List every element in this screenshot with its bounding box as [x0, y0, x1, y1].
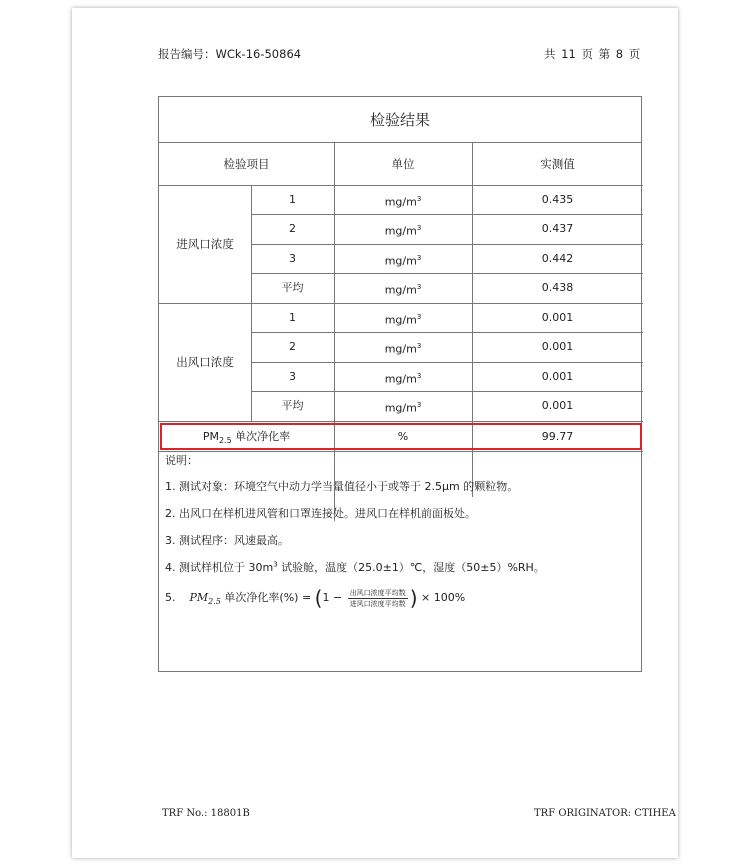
inlet-value: 0.435 [541, 193, 574, 206]
divider [159, 451, 643, 452]
pm-rate-unit: % [397, 430, 409, 443]
outlet-label: 出风口浓度 [176, 355, 234, 369]
inlet-value: 0.437 [541, 222, 574, 235]
table-title: 检验结果 [159, 97, 641, 143]
note-5-formula: 5. $PM_{2.5}$ 单次净化率(%) = (1 − $\frac{\text{出风口浓度平均数}}{\text{进风口浓度平均数}}$ ) × 100% [165, 586, 466, 610]
note-4: 4. 测试样机位于 $30m^3$ 试验舱，温度（25.0±1）℃，湿度（50±5）%RH。 [165, 560, 545, 574]
fraction: $\frac{\text{出风口浓度平均数}}{\text{进风口浓度平均数}}$ [349, 588, 406, 608]
pm-rate-value: 99.77 [541, 430, 574, 443]
outlet-value: 0.001 [541, 399, 574, 412]
inlet-value: 0.442 [541, 252, 574, 265]
trf-number: TRF No.: 18801B [162, 808, 250, 819]
header-value: 实测值 [540, 157, 575, 171]
outlet-value: 0.001 [541, 370, 574, 383]
inlet-label: 进风口浓度 [176, 237, 234, 251]
notes-title: 说明： [165, 454, 198, 467]
trf-originator: TRF ORIGINATOR: CTIHEA [534, 808, 676, 819]
outlet-unit: $mg/m^3$ [384, 313, 422, 327]
inlet-unit: $mg/m^3$ [384, 195, 422, 209]
outlet-item: 2 [289, 340, 296, 353]
outlet-unit: $mg/m^3$ [384, 401, 422, 415]
outlet-item: 1 [289, 311, 296, 324]
highlight-box [160, 423, 642, 450]
outlet-value: 0.001 [541, 311, 574, 324]
outlet-value: 0.001 [541, 340, 574, 353]
inlet-value: 0.438 [541, 281, 574, 294]
inlet-item: 3 [289, 252, 296, 265]
outlet-item: 3 [289, 370, 296, 383]
note-2: 2. 出风口在样机进风管和口罩连接处。进风口在样机前面板处。 [165, 507, 476, 520]
note-3: 3. 测试程序：风速最高。 [165, 534, 289, 547]
header-item: 检验项目 [223, 157, 270, 171]
outlet-unit: $mg/m^3$ [384, 342, 422, 356]
outlet-unit: $mg/m^3$ [384, 372, 422, 386]
inlet-item: 1 [289, 193, 296, 206]
inlet-item: 平均 [281, 281, 304, 294]
inlet-unit: $mg/m^3$ [384, 224, 422, 238]
inlet-unit: $mg/m^3$ [384, 254, 422, 268]
header-unit: 单位 [391, 157, 415, 171]
inlet-unit: $mg/m^3$ [384, 283, 422, 297]
outlet-item: 平均 [281, 399, 304, 412]
page-info: 共 11 页 第 8 页 [544, 47, 641, 61]
pm-rate-label: $PM_{2.5}$ 单次净化率 [202, 430, 291, 446]
inlet-item: 2 [289, 222, 296, 235]
report-number: 报告编号：WCk-16-50864 [158, 47, 302, 61]
note-1: 1. 测试对象：环境空气中动力学当量值径小于或等于 2.5μm 的颗粒物。 [165, 480, 519, 493]
